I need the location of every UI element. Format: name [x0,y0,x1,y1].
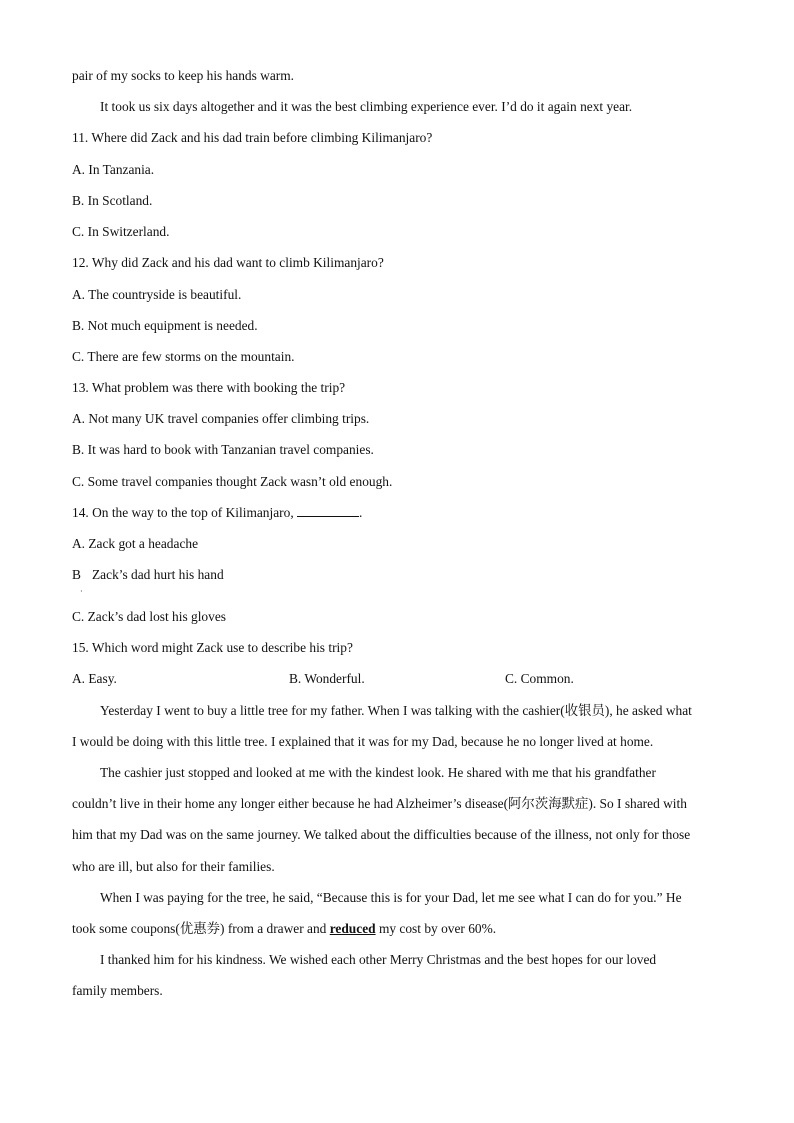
stray-dot-mark: · [80,587,83,596]
question-13-option-a: A. Not many UK travel companies offer climbing trips. [72,411,370,426]
question-13-stem [72,379,345,397]
question-14-option-a: A. Zack got a headache [72,536,199,551]
question-text: On the way to the top of Kilimanjaro, [92,505,294,520]
question-number: 14. [72,505,89,520]
question-13-option-c: C. Some travel companies thought Zack wasn’t old enough. [72,474,393,489]
question-11-option-b: B. In Scotland. [72,193,153,208]
passage2-p4-line2: family members. [72,983,163,998]
question-12-option-b: B. Not much equipment is needed. [72,318,258,333]
highlighted-word-reduced: reduced [329,921,376,936]
question-15-option-c: C. Common. [505,671,574,686]
passage1-line-a: pair of my socks to keep his hands warm. [72,68,295,83]
question-11-option-c: C. In Switzerland. [72,224,170,239]
passage2-p3-line2-start: took some coupons(优惠券) from a drawer and [72,921,327,936]
passage2-p2-line4: who are ill, but also for their families. [72,859,275,874]
question-text: Which word might Zack use to describe his trip? [91,640,353,655]
passage2-p4-line1: I thanked him for his kindness. We wished each other Merry Christmas and the best hopes for our loved [100,952,657,967]
question-number: 13. [72,380,89,395]
passage2-p2-line2: couldn’t live in their home any longer either because he had Alzheimer’s disease(阿尔茨海默症). So I shared with [72,796,687,811]
passage2-p3-line2-end: my cost by over 60%. [378,921,497,936]
passage1-line-b: It took us six days altogether and it was the best climbing experience ever. I’d do it again next year. [100,99,633,114]
question-15-stem [72,639,353,657]
passage2-p2-line1: The cashier just stopped and looked at me with the kindest look. He shared with me that his grandfather [100,765,656,780]
question-12-option-c: C. There are few storms on the mountain. [72,349,295,364]
question-text: Why did Zack and his dad want to climb Kilimanjaro? [91,255,384,270]
passage2-p3-line1: When I was paying for the tree, he said, “Because this is for your Dad, let me see what I can do for you.” He [100,890,682,905]
answer-blank[interactable] [297,504,359,517]
question-14-option-b-letter: B [72,567,81,582]
passage2-p1-line1: Yesterday I went to buy a little tree for my father. When I was talking with the cashier(收银员), he asked what [100,703,692,718]
question-number: 15. [72,640,89,655]
question-15-option-b: B. Wonderful. [289,671,365,686]
question-11-stem [72,129,432,147]
question-12-option-a: A. The countryside is beautiful. [72,287,242,302]
passage2-p3-line2 [72,920,496,938]
question-stem-end: . [359,505,363,520]
passage2-p2-line3: him that my Dad was on the same journey. We talked about the difficulties because of the illness, not only for those [72,827,691,842]
question-14-option-b-text: Zack’s dad hurt his hand [92,567,224,582]
question-14-stem [72,504,362,522]
question-text: Where did Zack and his dad train before climbing Kilimanjaro? [91,130,433,145]
question-number: 11. [72,130,89,145]
question-text: What problem was there with booking the trip? [91,380,346,395]
question-12-stem [72,254,384,272]
question-number: 12. [72,255,89,270]
passage2-p1-line2: I would be doing with this little tree. I explained that it was for my Dad, because he no longer lived at home. [72,734,654,749]
question-14-option-c: C. Zack’s dad lost his gloves [72,609,226,624]
question-15-option-a: A. Easy. [72,671,117,686]
question-11-option-a: A. In Tanzania. [72,162,155,177]
question-13-option-b: B. It was hard to book with Tanzanian travel companies. [72,442,374,457]
